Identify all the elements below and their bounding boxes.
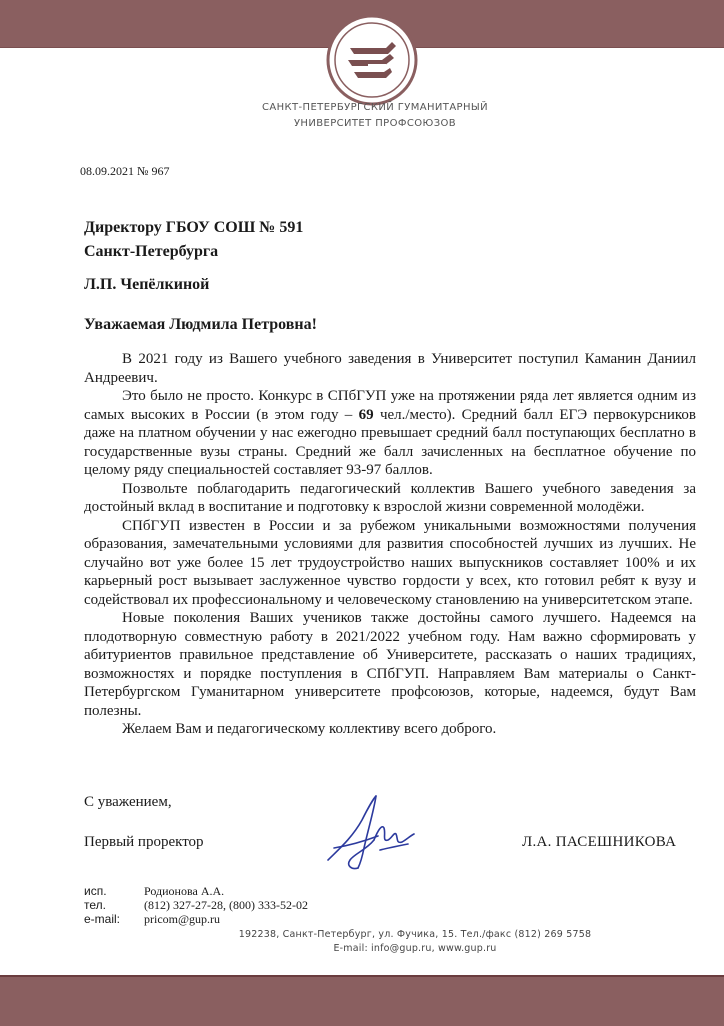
document-date-number: 08.09.2021 № 967 <box>80 164 170 178</box>
footer-band <box>0 975 724 1026</box>
contact-value: pricom@gup.ru <box>144 912 221 926</box>
university-emblem-icon <box>324 12 420 108</box>
paragraph-2 <box>84 387 696 480</box>
handwritten-signature-icon <box>318 790 422 880</box>
addressee-block <box>84 216 303 264</box>
paragraph-5: Новые поколения Ваших учеников также достойны самого лучшего. Надеемся на плодотворную совместную работу в 2021/2022 учебном году. Нам важно сформировать у абитуриентов правильное представление об Университете, рассказать о наших традициях, возможностях и порядке поступления в СПбГУП. Направляем Вам материалы о Санкт-Петербургском Гуманитарном университете профсоюзов, которые, надеемся, будут Вам полезны. <box>84 610 696 719</box>
paragraph-1: В 2021 году из Вашего учебного заведения в Университет поступил Каманин Даниил Андреевич. <box>84 351 696 386</box>
contact-row-executor <box>84 884 308 898</box>
university-name <box>250 100 500 132</box>
contact-label: тел. <box>84 898 106 912</box>
paragraph-4: СПбГУП известен в России и за рубежом уникальными возможностями получения образования, замечательными условиями для развития способностей лучших из лучших. Не случайно вот уже более 15 лет трудоустройство наших выпускников составляет 100% и их карьерный рост вызывает заслуженное чувство гордости у всех, кто готовил ребят к вузу и содействовал их профессиональному и человеческому становлению на университетском этапе. <box>84 517 696 608</box>
contacts-block <box>84 884 308 926</box>
competition-ratio: 69 <box>358 406 374 423</box>
signer-title: Первый проректор <box>84 834 204 850</box>
contact-row-phone <box>84 898 308 912</box>
addressee-line2: Санкт-Петербурга <box>84 243 219 260</box>
paragraph-2-start: Это было не просто. Конкурс в СПбГУП уже на протяжении ряда лет является одним из самых высоких в России (в этом году – <box>84 388 696 423</box>
contact-row-email <box>84 912 308 926</box>
addressee-line1: Директору ГБОУ СОШ № 591 <box>84 219 304 236</box>
footer-address-line2: E-mail: info@gup.ru, www.gup.ru <box>333 943 497 954</box>
recipient-name: Л.П. Чепёлкиной <box>84 276 210 293</box>
contact-label: исп. <box>84 884 107 898</box>
contact-label: e-mail: <box>84 912 121 926</box>
closing-regards: С уважением, <box>84 794 172 810</box>
letter-body <box>84 350 696 739</box>
salutation: Уважаемая Людмила Петровна! <box>84 316 317 333</box>
paragraph-6: Желаем Вам и педагогическому коллективу всего доброго. <box>122 721 497 737</box>
contact-value: Родионова А.А. <box>144 884 225 898</box>
university-name-line1: САНКТ-ПЕТЕРБУРГСКИЙ ГУМАНИТАРНЫЙ <box>261 102 489 113</box>
contact-value: (812) 327-27-28, (800) 333-52-02 <box>144 898 308 912</box>
paragraph-2-end: чел./место). Средний балл ЕГЭ первокурсников даже на платном обучении у нас ежегодно превышает средний балл поступающих бесплатно в государственные вузы страны. Средний же балл зачисленных на бесплатное обучение по целому ряду специальностей составляет 93-97 баллов. <box>84 406 696 478</box>
university-name-line2: УНИВЕРСИТЕТ ПРОФСОЮЗОВ <box>293 118 457 129</box>
paragraph-3: Позвольте поблагодарить педагогический коллектив Вашего учебного заведения за достойный вклад в воспитание и подготовку к взрослой жизни современной молодёжи. <box>84 480 696 515</box>
footer-address-line1: 192238, Санкт-Петербург, ул. Фучика, 15. Тел./факс (812) 269 5758 <box>238 929 592 940</box>
footer-address <box>230 928 600 956</box>
signer-name: Л.А. ПАСЕШНИКОВА <box>522 834 677 850</box>
